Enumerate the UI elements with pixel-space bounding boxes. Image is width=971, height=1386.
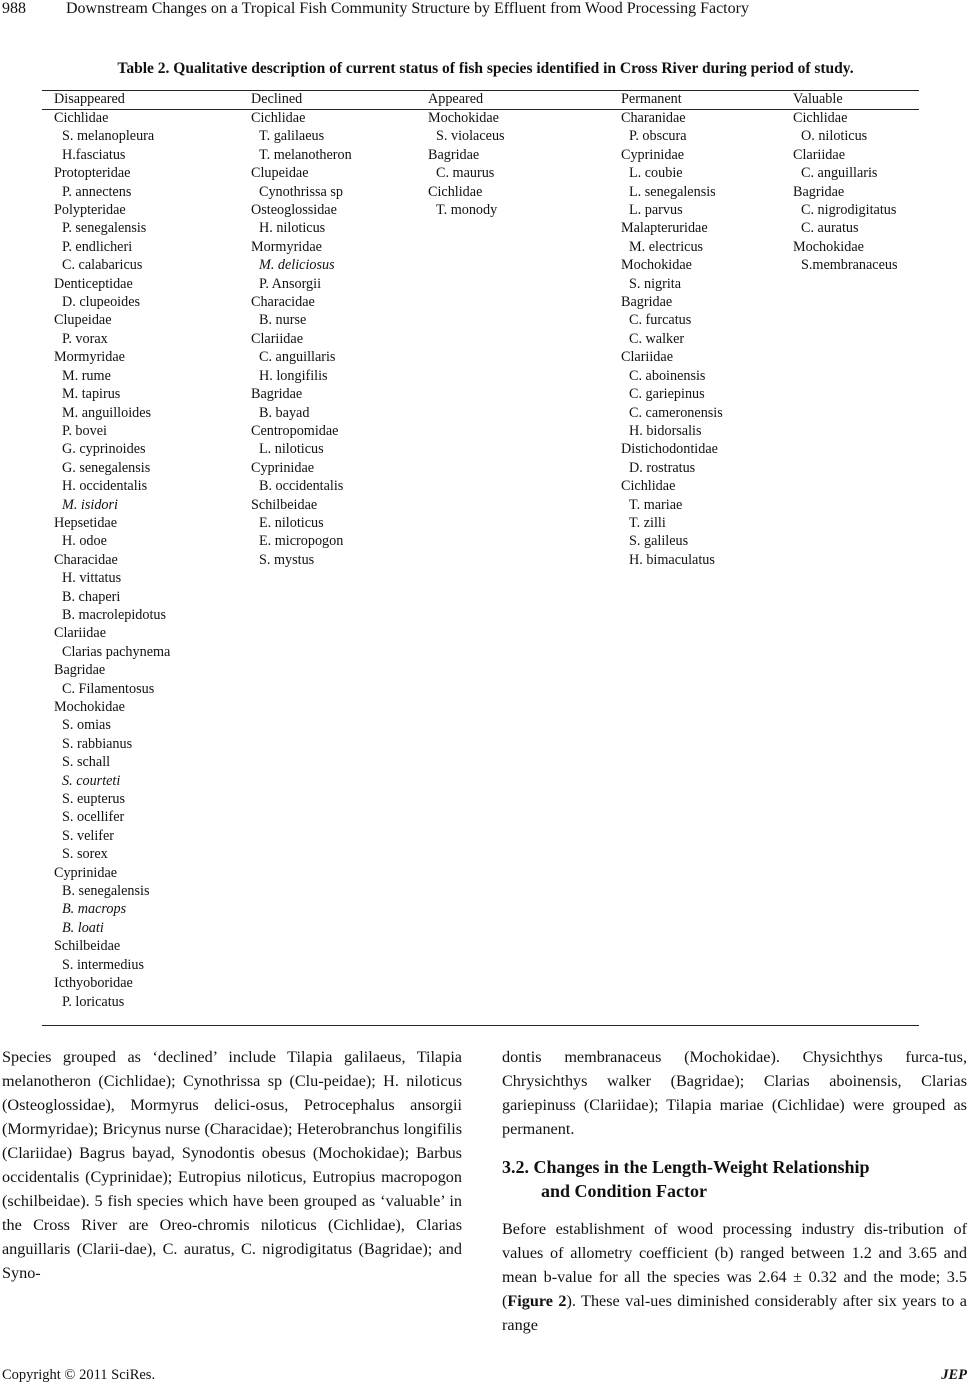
species-name: S. omias (62, 717, 111, 734)
family-name: Clariidae (621, 349, 673, 366)
species-name: H. bidorsalis (629, 422, 702, 439)
journal-abbreviation: JEP (941, 1367, 967, 1383)
column-items (621, 109, 723, 569)
family-name: Characidae (54, 551, 118, 568)
species-name: L. senegalensis (629, 183, 716, 200)
family-name: Bagridae (428, 146, 480, 163)
species-name: E. micropogon (259, 533, 344, 550)
species-name: P. bovei (62, 422, 107, 439)
family-name: Charanidae (621, 110, 686, 126)
species-name: L. niloticus (259, 441, 324, 458)
species-name: S. nigrita (629, 275, 682, 292)
species-name: D. clupeoides (62, 294, 141, 311)
family-name: Centropomidae (251, 422, 339, 439)
family-name: Characidae (251, 294, 315, 311)
family-name: Cyprinidae (54, 864, 118, 881)
family-name: Mormyridae (54, 349, 125, 366)
species-name: H. niloticus (259, 220, 326, 237)
species-name: D. rostratus (629, 459, 696, 476)
species-name: H. longifilis (259, 367, 328, 384)
copyright-notice: Copyright © 2011 SciRes. (2, 1367, 156, 1383)
body-left-column (2, 1045, 462, 1285)
page-number: 988 (2, 0, 26, 17)
table-bottom-rule (42, 1025, 919, 1026)
species-name: T. zilli (629, 514, 666, 531)
family-name: Bagridae (793, 183, 845, 200)
column-header: Appeared (428, 91, 484, 107)
figure-reference-link[interactable]: Figure 2 (507, 1292, 567, 1310)
species-name: P. endlicheri (62, 238, 133, 255)
species-name: B. chaperi (62, 588, 121, 605)
species-name: B. nurse (259, 312, 307, 329)
page-header (0, 0, 971, 22)
species-name: C. walker (629, 330, 685, 347)
species-name: S. intermedius (62, 956, 144, 973)
section-heading-line: and Condition Factor (541, 1181, 708, 1201)
species-name: B. macrolepidotus (62, 606, 167, 623)
species-name: C. calabaricus (62, 257, 143, 274)
species-name: S. galileus (629, 533, 689, 550)
species-name: G. cyprinoides (62, 441, 146, 458)
species-name: S. melanopleura (62, 128, 155, 145)
species-name: E. niloticus (259, 514, 324, 531)
family-name: Denticeptidae (54, 275, 133, 292)
species-name: M. electricus (629, 238, 704, 255)
family-name: Bagridae (621, 294, 673, 311)
family-name: Hepsetidae (54, 514, 118, 531)
family-name: Malapteruridae (621, 220, 708, 237)
family-name: Mormyridae (251, 238, 322, 255)
family-name: Mochokidae (54, 699, 125, 715)
family-name: Clariidae (251, 330, 303, 347)
species-name: B. loati (62, 919, 104, 936)
body-right-column (502, 1045, 967, 1337)
species-name: S. rabbianus (62, 735, 133, 752)
species-name: S.membranaceus (801, 257, 898, 274)
table-caption: Table 2. Qualitative description of current status of fish species identified in Cross River during period of study. (117, 60, 854, 77)
family-name: Schilbeidae (251, 496, 318, 513)
family-name: Cyprinidae (621, 146, 685, 163)
species-name: S. courteti (62, 772, 121, 789)
table-column-declined (251, 90, 352, 569)
family-name: Cichlidae (793, 110, 848, 126)
species-name: C. anguillaris (259, 349, 336, 366)
section-heading (502, 1155, 967, 1203)
family-name: Mochokidae (428, 110, 499, 126)
species-name: P. vorax (62, 330, 108, 347)
body-paragraph: Species grouped as ‘declined’ include Tilapia galilaeus, Tilapia melanotheron (Cichlidae); Cynothrissa sp (Clu-peidae); H. niloticus (Osteoglossidae), Mormyrus delici-osus, Petrocephalus ansorgii (Mormyridae); Bricynus nurse (Characidae); Heterobranchus longifilis (Clariidae) Bagrus bayad, Synodontis obesus (Mochokidae); Barbus occidentalis (Cyprinidae); Eutropius niloticus, Eutropius macropogon (schilbeidae). 5 fish species which have been grouped as ‘valuable’ in the Cross River are Oreo-chromis niloticus (Cichlidae), Clarias anguillaris (Clarii-dae), C. auratus, C. nigrodigitatus (Bagridae); and Syno- (2, 1048, 462, 1282)
family-name: Clariidae (793, 146, 845, 163)
species-name: Clarias pachynema (62, 643, 171, 660)
family-name: Mochokidae (793, 238, 864, 255)
family-name: Clariidae (54, 625, 106, 642)
family-name: Bagridae (54, 662, 106, 679)
species-name: S. eupterus (62, 791, 126, 808)
section-heading-line: 3.2. Changes in the Length-Weight Relationship (502, 1157, 870, 1177)
species-name: M. deliciosus (259, 257, 335, 274)
species-name: P. obscura (629, 128, 687, 145)
family-name: Distichodontidae (621, 441, 718, 458)
family-name: Bagridae (251, 386, 303, 403)
species-name: G. senegalensis (62, 459, 151, 476)
species-name: L. coubie (629, 165, 683, 182)
family-name: Clupeidae (54, 312, 112, 329)
body-paragraph (502, 1217, 967, 1337)
species-name: H. bimaculatus (629, 551, 715, 568)
species-name: C. gariepinus (629, 386, 705, 403)
family-name: Schilbeidae (54, 938, 121, 955)
species-name: T. mariae (629, 496, 683, 513)
species-name: P. Ansorgii (259, 275, 322, 292)
family-name: Cichlidae (251, 110, 306, 126)
family-name: Icthyoboridae (54, 975, 133, 992)
table-column-valuable (793, 90, 898, 275)
species-name: S. ocellifer (62, 809, 125, 826)
species-name: S. velifer (62, 827, 115, 844)
body-paragraph: dontis membranaceus (Mochokidae). Chysichthys furca-tus, Chrysichthys walker (Bagridae); Clarias aboinensis, Clarias gariepinuss (Clariidae); Tilapia mariae (Cichlidae) were grouped as permanent. (502, 1048, 967, 1138)
column-header: Permanent (621, 91, 682, 107)
species-name: S. mystus (259, 551, 315, 568)
species-name: T. monody (436, 202, 498, 219)
column-header: Disappeared (54, 91, 125, 107)
species-name: T. melanotheron (259, 146, 352, 163)
species-name: C. maurus (436, 165, 495, 182)
table-column-permanent (621, 90, 723, 569)
family-name: Cichlidae (54, 110, 109, 126)
species-name: S. violaceus (436, 128, 505, 145)
family-name: Cichlidae (621, 478, 676, 495)
column-items (793, 109, 898, 275)
species-name: P. annectens (62, 183, 132, 200)
species-name: H. vittatus (62, 570, 122, 587)
species-name: C. aboinensis (629, 367, 706, 384)
species-name: B. occidentalis (259, 478, 344, 495)
species-name: H. odoe (62, 533, 107, 550)
species-name: P. loricatus (62, 993, 125, 1010)
species-name: C. furcatus (629, 312, 692, 329)
table-column-appeared (428, 90, 505, 219)
species-name: C. cameronensis (629, 404, 723, 421)
family-name: Mochokidae (621, 257, 692, 274)
family-name: Cyprinidae (251, 459, 315, 476)
species-name: C. Filamentosus (62, 680, 155, 697)
species-name: M. rume (62, 367, 111, 384)
table-column-disappeared (54, 90, 170, 1011)
species-name: O. niloticus (801, 128, 868, 145)
species-name: H. occidentalis (62, 478, 148, 495)
family-name: Clupeidae (251, 165, 309, 182)
species-name: H.fasciatus (62, 146, 126, 163)
column-header: Declined (251, 91, 303, 107)
column-items (428, 109, 505, 219)
species-name: M. isidori (62, 496, 118, 513)
species-name: S. schall (62, 754, 111, 771)
species-name: B. bayad (259, 404, 310, 421)
family-name: Polypteridae (54, 202, 126, 219)
species-name: C. auratus (801, 220, 859, 237)
paragraph-text: Before establishment of wood processing industry dis-tribution of values of allometry coefficient (b) ranged between 1.2 and 3.65 and mean b-value for all the species was 2.64 ± 0.32 and the mode; 3.5 ( (502, 1220, 967, 1310)
running-title: Downstream Changes on a Tropical Fish Community Structure by Effluent from Wood Processing Factory (66, 0, 749, 17)
species-name: L. parvus (629, 202, 683, 219)
species-name: M. tapirus (62, 386, 121, 403)
column-header: Valuable (793, 91, 843, 107)
species-name: B. senegalensis (62, 883, 150, 900)
column-items (251, 109, 352, 569)
paragraph-text: ). These val-ues diminished considerably after six years to a range (502, 1292, 967, 1334)
species-name: S. sorex (62, 846, 108, 863)
species-name: M. anguilloides (62, 404, 152, 421)
species-name: C. anguillaris (801, 165, 878, 182)
species-name: B. macrops (62, 901, 127, 918)
family-name: Cichlidae (428, 183, 483, 200)
species-name: C. nigrodigitatus (801, 202, 897, 219)
species-name: P. senegalensis (62, 220, 147, 237)
species-name: Cynothrissa sp (259, 183, 343, 200)
column-items (54, 109, 170, 1011)
family-name: Protopteridae (54, 165, 131, 182)
family-name: Osteoglossidae (251, 202, 337, 219)
species-name: T. galilaeus (259, 128, 325, 145)
